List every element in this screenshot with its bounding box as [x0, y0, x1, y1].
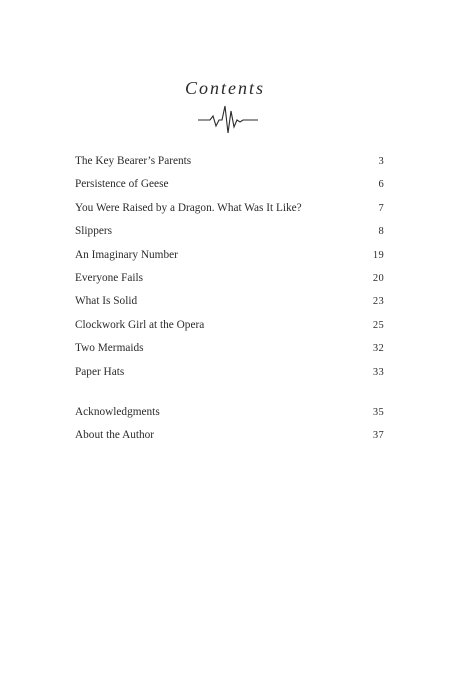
toc-entry[interactable]	[75, 272, 384, 295]
toc-entry-title: What Is Solid	[75, 295, 138, 308]
toc-entry-page: 25	[372, 319, 384, 331]
toc-entry[interactable]	[75, 249, 384, 272]
toc-entry-title: Paper Hats	[75, 365, 125, 378]
toc-entry[interactable]	[75, 202, 384, 225]
toc-entry-title: Persistence of Geese	[75, 178, 169, 191]
toc-entry[interactable]	[75, 178, 384, 201]
toc-entry[interactable]	[75, 366, 384, 389]
toc-entry-title: Slippers	[75, 225, 113, 238]
toc-entry-page: 7	[378, 202, 384, 214]
toc-back-matter	[75, 406, 384, 453]
toc-entry-page: 23	[372, 296, 384, 308]
toc-entry-page: 20	[372, 272, 384, 284]
toc-entry[interactable]	[75, 342, 384, 365]
toc-stories	[75, 155, 384, 389]
toc-entry-title: Two Mermaids	[75, 342, 144, 355]
toc-entry[interactable]	[75, 155, 384, 178]
toc-entry[interactable]	[75, 319, 384, 342]
toc-entry-page: 32	[372, 343, 384, 355]
heartbeat-line-icon	[196, 100, 260, 136]
toc-entry[interactable]	[75, 406, 384, 429]
toc-entry-title: Clockwork Girl at the Opera	[75, 318, 205, 331]
toc-entry-title: Acknowledgments	[75, 406, 160, 418]
toc-entry[interactable]	[75, 295, 384, 318]
toc-entry-title: The Key Bearer’s Parents	[75, 155, 192, 167]
toc-entry-title: You Were Raised by a Dragon. What Was It Like?	[75, 201, 302, 214]
toc-entry-page: 8	[378, 226, 384, 238]
page-title: Contents	[184, 78, 265, 98]
toc-entry-page: 19	[372, 249, 384, 261]
toc-entry-page: 33	[372, 366, 384, 378]
toc-entry-title: An Imaginary Number	[75, 248, 178, 261]
toc-entry-title: About the Author	[75, 429, 155, 442]
toc-entry-page: 37	[372, 430, 384, 442]
toc-entry-title: Everyone Fails	[75, 271, 144, 284]
toc-entry-page: 6	[378, 179, 384, 191]
toc-entry[interactable]	[75, 225, 384, 248]
toc-entry-page: 35	[372, 407, 384, 418]
toc-entry-page: 3	[378, 156, 384, 167]
toc-entry[interactable]	[75, 429, 384, 452]
